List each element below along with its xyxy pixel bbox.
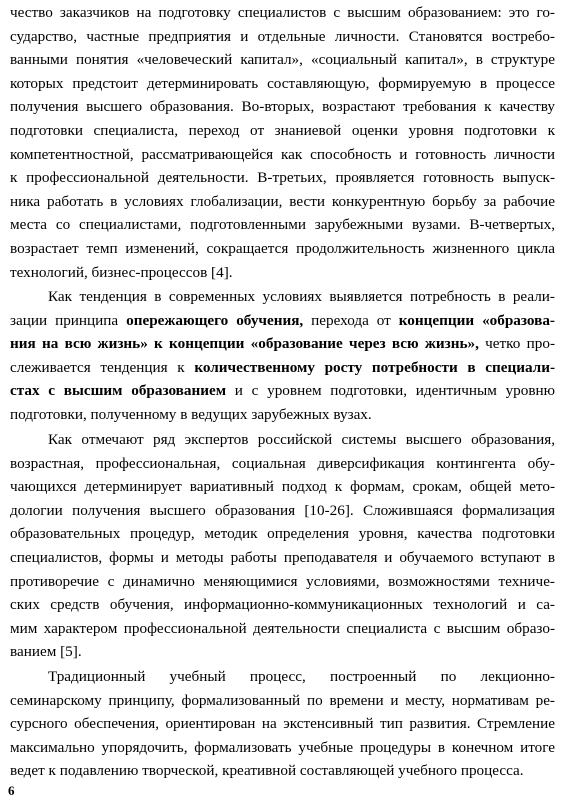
text-segment: зации принципа	[10, 311, 127, 329]
text-segment: перехода от	[303, 311, 399, 329]
text-segment: получения высшего образования. Во-вторых, возрастают требования к качеству	[10, 98, 555, 116]
text-segment: чество заказчиков на подготовку специалистов с высшим образованием: это го-	[10, 4, 555, 21]
text-line	[10, 640, 555, 664]
text-line	[10, 166, 555, 190]
text-segment: которых предстоит детерминировать составляющую, формируемую в процессе	[10, 74, 555, 92]
text-line	[10, 570, 555, 594]
text-segment: Как отмечают ряд экспертов российской системы высшего образования,	[48, 431, 555, 448]
text-line	[10, 759, 555, 783]
text-line	[10, 309, 555, 333]
text-segment: ских средств обучения, информационно-коммуникационных технологий и са-	[10, 596, 555, 614]
text-line	[10, 143, 555, 167]
text-line	[10, 332, 555, 356]
page-number: 6	[8, 783, 15, 798]
text-line	[10, 213, 555, 237]
text-segment: ника работать в условиях глобализации, вести конкурентную борьбу за рабочие	[10, 192, 555, 210]
text-line	[10, 403, 555, 427]
text-segment: дологии получения высшего образования [10-26]. Сложившаяся формализация	[10, 501, 555, 519]
text-line	[10, 48, 555, 72]
text-segment: слеживается тенденция к	[10, 358, 195, 376]
text-segment: компетентностной, рассматривающейся как способность и готовность личности	[10, 145, 555, 163]
text-segment: четко про-	[478, 335, 555, 353]
bold-text: количественному росту потребности в специали-	[194, 358, 555, 376]
text-line	[10, 522, 555, 546]
text-line	[10, 72, 555, 96]
paragraph-4	[10, 665, 555, 783]
text-segment: к профессиональной деятельности. В-третьих, проявляется готовность выпуск-	[10, 169, 555, 187]
text-line	[10, 712, 555, 736]
text-segment: технологий, бизнес-процессов [4].	[10, 263, 233, 281]
bold-text: стах с высшим образованием	[10, 382, 227, 400]
text-segment: специалистов, формы и методы работы преподавателя и обучаемого вступают в	[10, 548, 555, 566]
text-segment: сударство, частные предприятия и отдельные личности. Становятся востребо-	[10, 27, 555, 45]
text-segment: Как тенденция в современных условиях выявляется потребность в реали-	[48, 288, 555, 305]
text-segment: образовательных процедур, методик определения уровня, качества подготовки	[10, 525, 555, 543]
text-line	[10, 379, 555, 403]
paragraph-2	[10, 285, 555, 427]
text-line	[10, 237, 555, 261]
text-line	[10, 190, 555, 214]
text-segment: максимально упорядочить, формализовать учебные процедуры в конечном итоге	[10, 738, 555, 756]
text-segment: и с уровнем подготовки, идентичным уровню	[226, 382, 555, 400]
text-segment: места со специалистами, подготовленными зарубежными вузами. В-четвертых,	[10, 216, 555, 234]
paragraph-1	[10, 1, 555, 284]
text-line	[10, 689, 555, 713]
text-segment: Традиционный учебный процесс, построенный по лекционно-	[48, 668, 555, 685]
text-segment: ванием [5].	[10, 643, 82, 661]
text-line	[10, 1, 555, 25]
paragraph-3	[10, 428, 555, 664]
text-line	[10, 736, 555, 760]
text-segment: подготовки, полученному в ведущих зарубежных вузах.	[10, 405, 372, 423]
text-line	[10, 593, 555, 617]
text-line	[10, 356, 555, 380]
text-line	[10, 546, 555, 570]
text-segment: сурсного обеспечения, ориентирован на экстенсивный тип развития. Стремление	[10, 715, 555, 733]
text-line	[10, 617, 555, 641]
text-segment: чающихся детерминирует вариативный подход к формам, срокам, общей мето-	[10, 478, 555, 496]
text-line	[10, 665, 555, 689]
text-line	[10, 452, 555, 476]
text-segment: возрастает темп изменений, сокращается продолжительность жизненного цикла	[10, 239, 555, 257]
text-segment: ведет к подавлению творческой, креативной составляющей учебного процесса.	[10, 762, 524, 780]
text-segment: подготовки специалиста, переход от знаниевой оценки уровня подготовки к	[10, 121, 555, 139]
text-line	[10, 285, 555, 309]
text-line	[10, 428, 555, 452]
text-segment: ванными понятия «человеческий капитал», «социальный капитал», в структуре	[10, 51, 555, 69]
bold-text: ния на всю жизнь» к концепции «образование через всю жизнь»,	[10, 335, 479, 353]
text-line	[10, 95, 555, 119]
text-line	[10, 475, 555, 499]
text-segment: мим характером профессиональной деятельности специалиста с высшим образо-	[10, 619, 555, 637]
text-segment: противоречие с динамично меняющимися условиями, возможностями техниче-	[10, 572, 555, 590]
text-line	[10, 261, 555, 285]
text-line	[10, 119, 555, 143]
text-line	[10, 499, 555, 523]
bold-text: концепции «образова-	[398, 311, 555, 329]
bold-text: опережающего обучения,	[126, 311, 304, 329]
text-line	[10, 25, 555, 49]
text-segment: семинарскому принципу, формализованный по времени и месту, нормативам ре-	[10, 691, 555, 709]
text-segment: возрастная, профессиональная, социальная диверсификация контингента обу-	[10, 454, 555, 472]
